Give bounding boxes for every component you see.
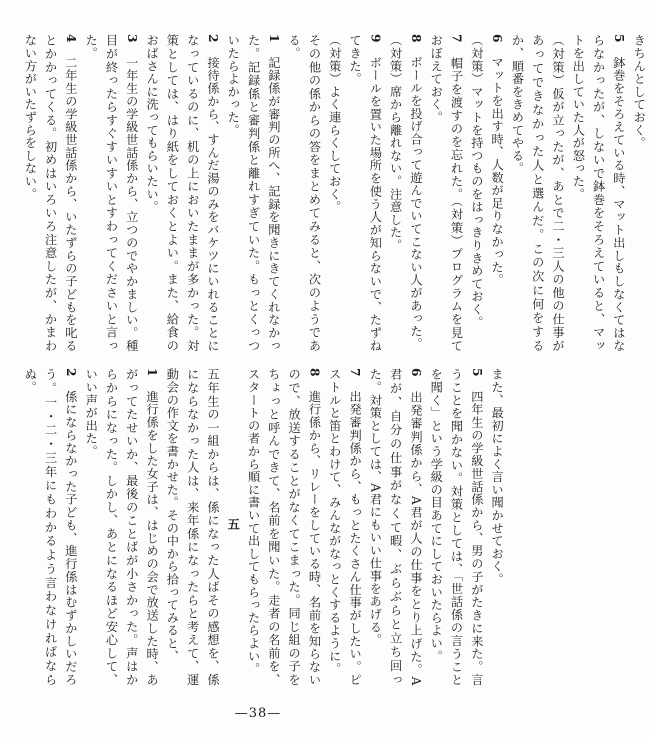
paragraph-text: 四年生の学級世話係から、男の子がたきに来た。言うことを聞かない。対策としては、「世話係の言うことを聞く」という学級の目あてにしておいたらよい。 (429, 368, 484, 686)
paragraph (81, 368, 162, 686)
item-number: 1 (145, 368, 160, 391)
item-number: 2 (205, 34, 220, 57)
bottom-vertical-text (20, 368, 507, 686)
paragraph (467, 34, 487, 352)
bottom-text-block (20, 368, 505, 686)
item-number: 9 (368, 34, 383, 57)
section-heading: 五 (226, 517, 241, 537)
paragraph-text: 帽子を渡すのを忘れた。（対策）プログラムを見ておぼえておく。 (429, 34, 464, 352)
paragraph-text: 鉢巻をそろえている時、マット出しもしなくてはならなかったが、しないで鉢巻をそろえていると、マットを出していた人が怒った。 (571, 34, 626, 352)
item-number: 8 (408, 34, 423, 56)
paragraph-text: 進行係から、リレーをしている時、名前を知らないので、放送することがなくてこまった。同じ組の子をちょっと呼んできて、名前を聞いた。走者の名前を、スタートの者から順に書いて出してもらったらよい。 (246, 368, 322, 686)
paragraph (487, 368, 507, 686)
paragraph-text: 進行係をした女子は、はじめの会で放送した時、あがってたせいか、最後のことばが小さかった。声はからからになった。しかし、あとになるほど安心して、いい声が出た。 (84, 368, 160, 686)
item-number: 8 (307, 368, 322, 391)
paragraph (385, 34, 405, 352)
paragraph (487, 34, 507, 352)
paragraph-text: ボールを置いた場所を使う人が知らないで、たずねてきた。 (348, 34, 383, 352)
page-number: —38— (234, 706, 282, 721)
paragraph (406, 34, 426, 352)
paragraph-text: 一年生の学級世話係から、立つのでやかましい。種目が終ったらすぐすいすいとすわってくださいと言った。 (84, 34, 139, 352)
paragraph-text: また、最初によく言い聞かせておく。 (490, 368, 505, 586)
paragraph (629, 34, 649, 352)
paragraph (20, 368, 81, 686)
paragraph (426, 368, 487, 686)
item-number: 1 (266, 34, 281, 57)
item-number: 5 (469, 368, 484, 391)
paragraph (568, 34, 629, 352)
paragraph-text: 二年生の学級世話係から、いたずらの子どもを叱るとかかってくる。初めはいろいろ注意したが、かまわない方がいたずらをしない。 (23, 34, 78, 352)
paragraph (243, 368, 324, 686)
paragraph (345, 34, 386, 352)
paragraph (20, 34, 81, 352)
top-vertical-text (20, 34, 649, 352)
item-number: 2 (63, 368, 78, 391)
paragraph-text: 五年生の一組からは、係になった人ばその感想を、係にならなかった人は、来年係になったらと考えて、運動会の作文を書かせた。その中から拾ってみると、 (165, 368, 220, 686)
paragraph-text: 接待係から、すんだ湯のみをバケツにいれることになっているのに、机の上においたままが多かった。対策としては、はり紙をしておくとよい。また、給食のおばさんに洗ってもらいたい。 (145, 34, 220, 352)
paragraph-text: きちんとしておく。 (632, 34, 647, 150)
paragraph-text: 係にならなかった子ども、進行係はむずかしいだろう。一・二・三年にもわかるよう言わなければならぬ。 (23, 368, 78, 686)
paragraph-text: その他の係からの答をまとめてみると、次のようである。 (287, 34, 322, 352)
paragraph (426, 34, 467, 352)
paragraph (162, 368, 223, 686)
paragraph-text: ボールを投げ合って遊んでいてこない人があった。 (408, 55, 423, 351)
item-number: 6 (490, 34, 505, 56)
paragraph (324, 34, 344, 352)
paragraph (284, 34, 325, 352)
paragraph-text: （対策）仮が立ったが、あとで二・三人の他の仕事があってできなかった人と選んだ。この次に何をするか、順番をきめてやる。 (510, 34, 566, 352)
paragraph-text: 出発審判係から、もっとたくさん仕事がしたい。ピストルと笛とわけて、みんながなっとくするように。 (327, 368, 363, 686)
paragraph (507, 34, 568, 352)
paragraph (324, 368, 365, 686)
item-number: 4 (63, 34, 78, 57)
item-number: 5 (611, 34, 626, 57)
paragraph-text: （対策）よく連らくしておく。 (327, 34, 342, 214)
paragraph-text: （対策）席から離れない。注意した。 (388, 34, 403, 252)
paragraph-text: （対策）マットを持つものをはっきりきめておく。 (469, 34, 484, 329)
item-number: 3 (124, 34, 139, 57)
paragraph-text: 出発審判係から、A君が人の仕事をとり上げた。A君が、自分の仕事がなくて暇、ぶらぶらと立ち回った。対策としては、A君にもいい仕事をあげる。 (368, 368, 423, 686)
paragraph (142, 34, 223, 352)
top-text-block (20, 34, 647, 352)
paragraph (81, 34, 142, 352)
paragraph (223, 34, 284, 352)
paragraph-text: マットを出す時、人数が足りなかった。 (490, 55, 505, 287)
paragraph-text: 記録係が審判の所へ、記録を聞きにきてくれなかった。記録係と審判係と離れすぎていた。もっとくっついたらよかった。 (226, 34, 281, 352)
item-number: 6 (408, 368, 423, 391)
paragraph (365, 368, 426, 686)
item-number: 7 (348, 368, 363, 391)
item-number: 7 (449, 34, 464, 57)
